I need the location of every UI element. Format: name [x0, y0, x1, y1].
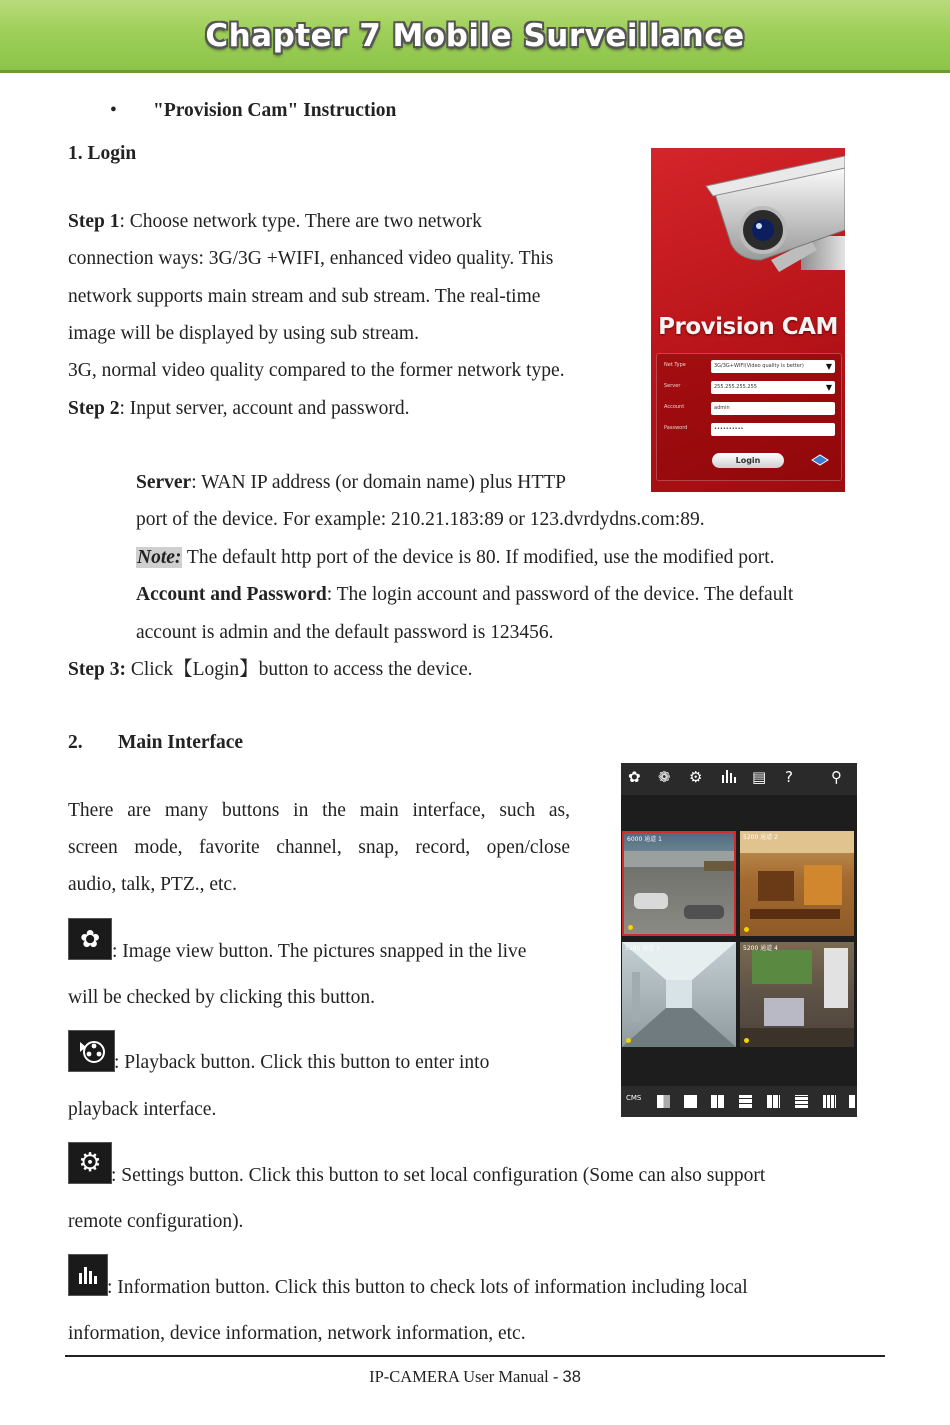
video-cell-label: 5200 通道 2 [743, 834, 778, 841]
main-heading-number: 2. [68, 732, 83, 753]
net-type-row: Net Type 3G/3G+WIFI(Video quality is better) ▼ [659, 360, 839, 374]
app-toolbar [621, 763, 857, 795]
section-heading: "Provision Cam" Instruction [153, 100, 397, 121]
settings-text-2: remote configuration). [68, 1211, 244, 1232]
dropdown-arrow-icon[interactable]: ▼ [825, 362, 832, 371]
status-dot [626, 1038, 631, 1043]
step1-line-5: 3G, normal video quality compared to the former network type. [68, 360, 565, 381]
quad-screen-button[interactable] [711, 1095, 724, 1108]
help-icon[interactable]: ? [785, 768, 793, 786]
status-dot [744, 1038, 749, 1043]
room-scene [740, 942, 854, 1047]
footer-text: IP-CAMERA User Manual - [369, 1367, 563, 1386]
video-cell-label: 5200 通道 3 [625, 945, 660, 952]
video-cell-1[interactable] [622, 831, 736, 936]
step1-line-4: image will be displayed by using sub stream. [68, 323, 419, 344]
server-line-2: port of the device. For example: 210.21.183:89 or 123.dvrdydns.com:89. [136, 509, 705, 530]
login-button[interactable]: Login [712, 453, 784, 468]
login-heading: 1. Login [68, 143, 137, 164]
playback-text: : Playback button. Click this button to enter into [114, 1052, 490, 1073]
footer-rule [65, 1355, 885, 1357]
video-cell-label: 6000 通道 1 [627, 836, 662, 843]
server-label: Server [136, 472, 192, 493]
account-row: Account admin [659, 402, 839, 416]
info-text: : Information button. Click this button to check lots of information including local [107, 1277, 748, 1298]
playback-text-2: playback interface. [68, 1099, 217, 1120]
security-camera-icon [651, 148, 845, 308]
more-button[interactable] [849, 1095, 855, 1108]
image-view-text-2: will be checked by clicking this button. [68, 987, 376, 1008]
net-type-select[interactable]: 3G/3G+WIFI(Video quality is better) ▼ [711, 360, 835, 373]
note-label: Note: [137, 547, 182, 568]
server-line-1: Server: WAN IP address (or domain name) plus HTTP [136, 472, 566, 493]
step1-line-1: Step 1: Choose network type. There are two network [68, 211, 482, 232]
bar-chart-icon[interactable] [721, 768, 737, 788]
account-line-2: account is admin and the default password is 123456. [136, 622, 554, 643]
step1-label: Step 1 [68, 211, 120, 232]
step3-label: Step 3: [68, 659, 126, 680]
corridor-scene [622, 942, 736, 1047]
main-intro-line-1: There are many buttons in the main interface, such as, [68, 800, 570, 821]
information-bar-chart-icon [68, 1254, 108, 1296]
main-intro-line-3: audio, talk, PTZ., etc. [68, 874, 237, 895]
nine-screen-button[interactable] [795, 1095, 808, 1108]
status-dot [628, 925, 633, 930]
password-input[interactable]: •••••••••• [711, 423, 835, 436]
page-number: 38 [562, 1368, 581, 1386]
step2-label: Step 2 [68, 398, 120, 419]
account-line-1: Account and Password: The login account and password of the device. The default [136, 584, 794, 605]
chapter-title: Chapter 7 Mobile Surveillance [205, 18, 745, 54]
settings-text: : Settings button. Click this button to set local configuration (Some can also support [111, 1165, 766, 1186]
step3-line: Step 3: Click【Login】button to access the device. [68, 659, 473, 680]
single-screen-button[interactable] [684, 1095, 697, 1108]
playback-icon [68, 1030, 115, 1072]
server-input[interactable]: 255.255.255.255 ▼ [711, 381, 835, 394]
provision-cam-brand: Provision CAM [658, 314, 838, 340]
cms-label: CMS [626, 1094, 642, 1102]
main-intro-line-2: screen mode, favorite channel, snap, record, open/close [68, 837, 570, 858]
info-text-2: information, device information, network information, etc. [68, 1323, 526, 1344]
sixteen-screen-button[interactable] [823, 1095, 836, 1108]
gear-icon[interactable]: ⚙ [689, 768, 703, 786]
account-label: Account and Password [136, 584, 327, 605]
film-reel-icon[interactable]: ❁ [658, 768, 671, 786]
account-input[interactable]: admin [711, 402, 835, 415]
video-cell-2[interactable] [740, 831, 854, 936]
provision-cam-login-screenshot [651, 148, 845, 492]
main-heading: Main Interface [118, 732, 244, 753]
log-icon[interactable]: ▤ [752, 768, 767, 786]
video-cell-4[interactable] [740, 942, 854, 1047]
flower-icon[interactable]: ✿ [628, 768, 641, 786]
image-view-text: : Image view button. The pictures snapped in the live [112, 941, 527, 962]
step2-line: Step 2: Input server, account and password. [68, 398, 410, 419]
screen-mode-bar [621, 1086, 857, 1117]
restaurant-scene [740, 831, 854, 936]
walking-person-icon[interactable]: ⚲ [831, 768, 842, 786]
main-interface-screenshot [621, 763, 857, 1117]
video-cell-label: 5200 通道 4 [743, 945, 778, 952]
image-view-icon: ✿ [68, 918, 112, 960]
screen-mode-button[interactable] [657, 1095, 670, 1108]
video-cell-3[interactable] [622, 942, 736, 1047]
status-dot [744, 927, 749, 932]
step1-line-3: network supports main stream and sub stream. The real-time [68, 286, 541, 307]
password-row: Password •••••••••• [659, 423, 839, 437]
eight-screen-button[interactable] [767, 1095, 780, 1108]
six-screen-button[interactable] [739, 1095, 752, 1108]
dropdown-arrow-icon[interactable]: ▼ [825, 383, 832, 392]
note-line: Note: The default http port of the device is 80. If modified, use the modified port. [137, 547, 775, 568]
parking-lot-scene [624, 833, 736, 936]
settings-gear-icon: ⚙ [68, 1142, 112, 1184]
bullet: • [110, 100, 117, 121]
server-row: Server 255.255.255.255 ▼ [659, 381, 839, 395]
step1-line-2: connection ways: 3G/3G +WIFI, enhanced video quality. This [68, 248, 554, 269]
app-logo-icon [811, 453, 829, 467]
page-footer [0, 1367, 950, 1387]
